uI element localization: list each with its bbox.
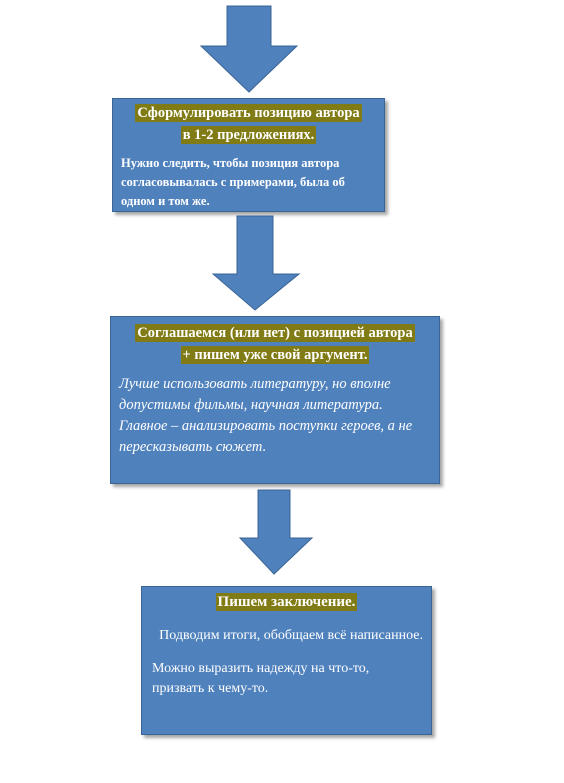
step-1-title (113, 102, 384, 146)
down-arrow-icon (200, 0, 300, 96)
step-2-title (111, 322, 439, 366)
step-2-title-line-1: Соглашаемся (или нет) с позицией автора (137, 325, 413, 341)
down-arrow-icon (236, 486, 316, 578)
down-arrow-icon (212, 212, 312, 312)
step-3-note-right: Подводим итоги, обобщаем всё написанное. (159, 628, 423, 643)
step-1-title-line-1: Сформулировать позицию автора (137, 105, 360, 121)
step-1-title-line-2: в 1-2 предложениях. (182, 127, 315, 143)
step-1-box (112, 98, 385, 212)
step-1-note: Нужно следить, чтобы позиция автора согласовывалась с примерами, была об одном и том же. (121, 156, 345, 208)
step-2-box (110, 316, 440, 484)
step-2-title-line-2: + пишем уже свой аргумент. (182, 347, 368, 363)
step-3-box (141, 586, 432, 735)
step-3-title (142, 591, 431, 613)
step-3-note: Можно выразить надежду на что-то, призвать к чему-то. (152, 661, 370, 696)
step-2-note: Лучше использовать литературу, но вполне допустимы фильмы, научная литература. Главное – анализировать поступки героев, а не пересказывать сюжет. (119, 376, 413, 455)
step-3-title-line-1: Пишем заключение. (217, 594, 356, 610)
